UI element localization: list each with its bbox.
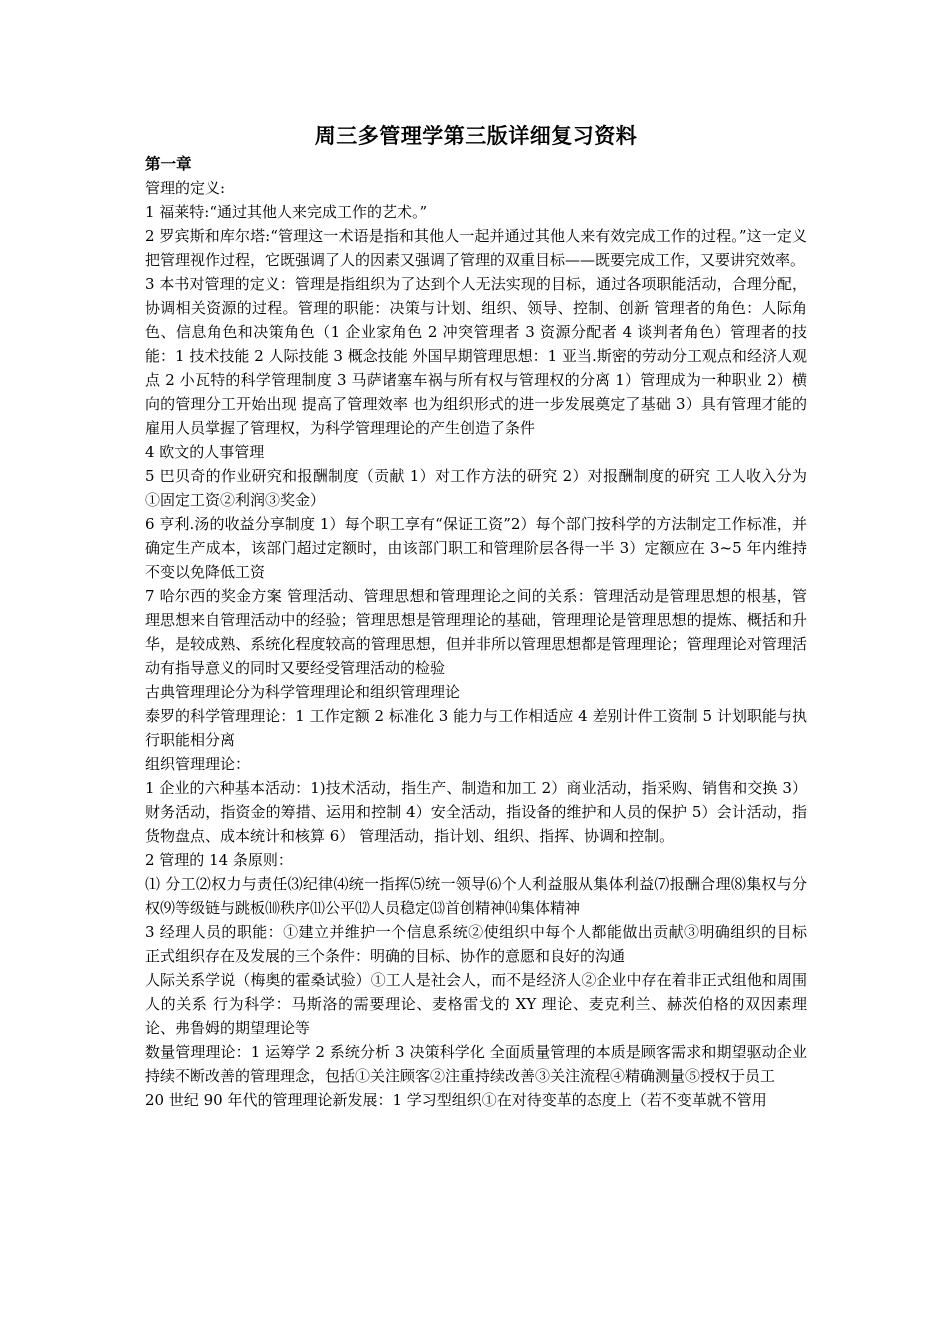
paragraph: 2 管理的 14 条原则： [145,851,293,869]
chapter-heading: 第一章 [145,154,192,173]
paragraph: 6 亨利.汤的收益分享制度 1）每个职工享有“保证工资”2）每个部门按科学的方法制定工作标准，并确定生产成本，该部门超过定额时，由该部门职工和管理阶层各得一半 3）定额应在 3~5 年内维持不变以免降低工资 [145,515,807,581]
paragraph: 3 经理人员的职能：①建立并维护一个信息系统②使组织中每个人都能做出贡献③明确组织的目标 正式组织存在及发展的三个条件：明确的目标、协作的意愿和良好的沟通 [145,923,807,965]
paragraph: 20 世纪 90 年代的管理理论新发展：1 学习型组织①在对待变革的态度上（若不变革就不管用 [145,1091,767,1109]
paragraph: 2 罗宾斯和库尔塔:“管理这一术语是指和其他人一起并通过其他人来有效完成工作的过程。”这一定义把管理视作过程，它既强调了人的因素又强调了管理的双重目标——既要完成工作，又要讲究效率。 [145,227,807,269]
paragraph: 管理的定义: [145,179,226,197]
paragraph: 泰罗的科学管理理论：1 工作定额 2 标准化 3 能力与工作相适应 4 差别计件工资制 5 计划职能与执行职能相分离 [145,707,807,749]
document-body [145,176,807,1112]
paragraph: 组织管理理论： [145,755,251,773]
paragraph: 数量管理理论：1 运筹学 2 系统分析 3 决策科学化 全面质量管理的本质是顾客需求和期望驱动企业持续不断改善的管理理念，包括①关注顾客②注重持续改善③关注流程④精确测量⑤授权于员工 [145,1043,807,1085]
paragraph: 1 企业的六种基本活动：1)技术活动，指生产、制造和加工 2）商业活动，指采购、销售和交换 3）财务活动，指资金的筹措、运用和控制 4）安全活动，指设备的维护和人员的保护 5）会计活动，指货物盘点、成本统计和核算 6） 管理活动，指计划、组织、指挥、协调和控制。 [145,779,807,845]
paragraph: 古典管理理论分为科学管理理论和组织管理理论 [145,683,461,701]
document-title: 周三多管理学第三版详细复习资料 [314,123,638,148]
paragraph: 3 本书对管理的定义：管理是指组织为了达到个人无法实现的目标，通过各项职能活动，合理分配，协调相关资源的过程。管理的职能：决策与计划、组织、领导、控制、创新 管理者的角色：人际角色、信息角色和决策角色（1 企业家角色 2 冲突管理者 3 资源分配者 4 谈判者角色）管理者的技能：1 技术技能 2 人际技能 3 概念技能 外国早期管理思想：1 亚当.斯密的劳动分工观点和经济人观点 2 小瓦特的科学管理制度 3 马萨诸塞车祸与所有权与管理权的分离 1）管理成为一种职业 2）横向的管理分工开始出现 提高了管理效率 也为组织形式的进一步发展奠定了基础 3）具有管理才能的雇用人员掌握了管理权，为科学管理理论的产生创造了条件 [145,275,807,437]
paragraph: 1 福莱特:“通过其他人来完成工作的艺术。” [145,203,428,221]
paragraph: 5 巴贝奇的作业研究和报酬制度（贡献 1）对工作方法的研究 2）对报酬制度的研究 工人收入分为①固定工资②利润③奖金） [145,467,807,509]
paragraph: 4 欧文的人事管理 [145,443,265,461]
paragraph: ⑴ 分工⑵权力与责任⑶纪律⑷统一指挥⑸统一领导⑹个人利益服从集体利益⑺报酬合理⑻集权与分权⑼等级链与跳板⑽秩序⑾公平⑿人员稳定⒀首创精神⒁集体精神 [145,875,807,917]
paragraph: 7 哈尔西的奖金方案 管理活动、管理思想和管理理论之间的关系：管理活动是管理思想的根基，管理思想来自管理活动中的经验；管理思想是管理理论的基础，管理理论是管理思想的提炼、概括和升华，是较成熟、系统化程度较高的管理思想，但并非所以管理思想都是管理理论；管理理论对管理活动有指导意义的同时又要经受管理活动的检验 [145,587,807,677]
paragraph: 人际关系学说（梅奥的霍桑试验）①工人是社会人，而不是经济人②企业中存在着非正式组他和周围人的关系 行为科学：马斯洛的需要理论、麦格雷戈的 XY 理论、麦克利兰、赫茨伯格的双因素理论、弗鲁姆的期望理论等 [145,971,807,1037]
document-page [145,118,807,1112]
